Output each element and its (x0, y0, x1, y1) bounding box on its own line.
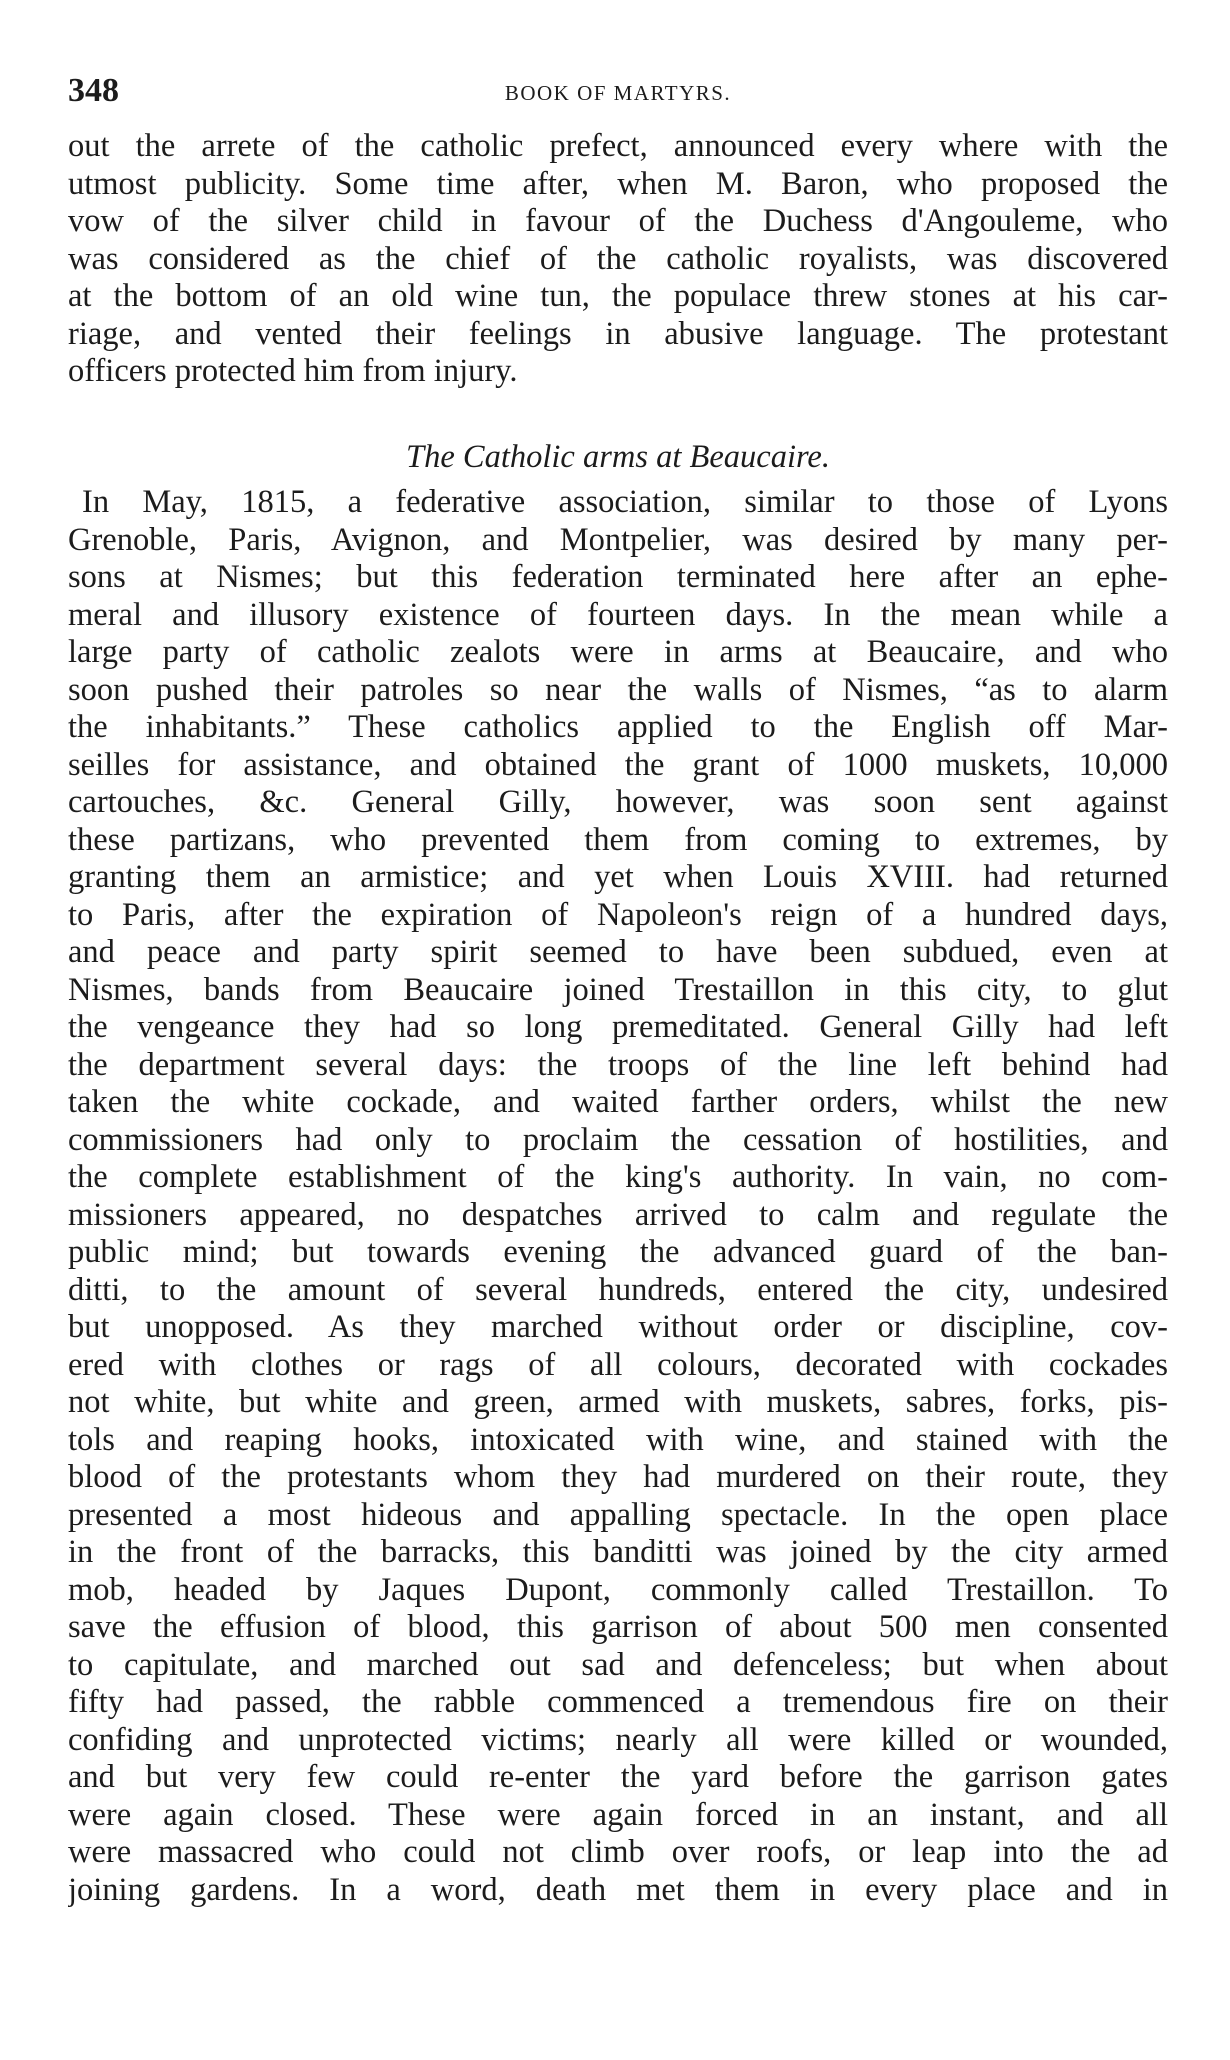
text-line: fifty had passed, the rabble commenced a tremendous fire on their (68, 1684, 1168, 1720)
text-line: mob, headed by Jaques Dupont, commonly called Trestaillon. To (68, 1571, 1168, 1608)
text-line: at the bottom of an old wine tun, the populace threw stones at his car- (68, 278, 1168, 314)
text-line: soon pushed their patroles so near the walls of Nismes, “as to alarm (68, 671, 1168, 708)
text-line: large party of catholic zealots were in arms at Beaucaire, and who (68, 634, 1168, 670)
text-line: taken the white cockade, and waited farther orders, whilst the new (68, 1084, 1168, 1120)
text-line: in the front of the barracks, this banditti was joined by the city armed (68, 1534, 1168, 1570)
text-line: and but very few could re-enter the yard before the garrison gates (68, 1759, 1168, 1795)
text-line: utmost publicity. Some time after, when M. Baron, who proposed the (68, 165, 1168, 202)
text-line: riage, and vented their feelings in abusive language. The protestant (68, 315, 1168, 352)
page-header (68, 72, 1168, 112)
text-line: ered with clothes or rags of all colours, decorated with cockades (68, 1346, 1168, 1383)
text-line: presented a most hideous and appalling spectacle. In the open place (68, 1496, 1168, 1533)
text-line: and peace and party spirit seemed to have been subdued, even at (68, 934, 1168, 970)
text-line: these partizans, who prevented them from coming to extremes, by (68, 821, 1168, 858)
text-line: were massacred who could not climb over roofs, or leap into the ad (68, 1834, 1168, 1870)
text-line: the department several days: the troops of the line left behind had (68, 1046, 1168, 1083)
text-line: ditti, to the amount of several hundreds, entered the city, undesired (68, 1271, 1168, 1308)
text-line: the complete establishment of the king's authority. In vain, no com- (68, 1159, 1168, 1195)
text-line: not white, but white and green, armed with muskets, sabres, forks, pis- (68, 1384, 1168, 1420)
text-line: public mind; but towards evening the advanced guard of the ban- (68, 1234, 1168, 1270)
text-line: missioners appeared, no despatches arrived to calm and regulate the (68, 1196, 1168, 1233)
text-line: cartouches, &c. General Gilly, however, was soon sent against (68, 784, 1168, 820)
text-line: the inhabitants.” These catholics applied to the English off Mar- (68, 709, 1168, 745)
text-line: vow of the silver child in favour of the Duchess d'Angouleme, who (68, 203, 1168, 239)
text-line: to capitulate, and marched out sad and defenceless; but when about (68, 1646, 1168, 1683)
text-line: seilles for assistance, and obtained the grant of 1000 muskets, 10,000 (68, 746, 1168, 783)
text-line: sons at Nismes; but this federation terminated here after an ephe- (68, 559, 1168, 595)
running-head: BOOK OF MARTYRS. (504, 81, 732, 105)
paragraph-1 (68, 128, 1168, 391)
text-line: were again closed. These were again forced in an instant, and all (68, 1796, 1168, 1833)
text-line: the vengeance they had so long premeditated. General Gilly had left (68, 1009, 1168, 1045)
section-heading: The Catholic arms at Beaucaire. (406, 439, 830, 475)
text-line: meral and illusory existence of fourteen days. In the mean while a (68, 596, 1168, 633)
text-line: Nismes, bands from Beaucaire joined Trestaillon in this city, to glut (68, 971, 1168, 1008)
text-line: granting them an armistice; and yet when Louis XVIII. had returned (68, 859, 1168, 895)
text-line: In May, 1815, a federative association, similar to those of Lyons (82, 484, 1168, 520)
text-line: commissioners had only to proclaim the cessation of hostilities, and (68, 1121, 1168, 1158)
text-line: out the arrete of the catholic prefect, announced every where with the (68, 128, 1168, 164)
text-line: save the effusion of blood, this garrison of about 500 men consented (68, 1609, 1168, 1645)
text-line: but unopposed. As they marched without order or discipline, cov- (68, 1309, 1168, 1345)
paragraph-2 (68, 484, 1168, 1909)
text-line: blood of the protestants whom they had murdered on their route, they (68, 1459, 1168, 1495)
text-line: to Paris, after the expiration of Napoleon's reign of a hundred days, (68, 896, 1168, 933)
page-number: 348 (68, 72, 119, 109)
text-line: joining gardens. In a word, death met them in every place and in (68, 1871, 1168, 1908)
text-line: tols and reaping hooks, intoxicated with wine, and stained with the (68, 1421, 1168, 1458)
text-line: officers protected him from injury. (68, 353, 518, 389)
text-line: confiding and unprotected victims; nearly all were killed or wounded, (68, 1721, 1168, 1758)
text-line: Grenoble, Paris, Avignon, and Montpelier, was desired by many per- (68, 521, 1168, 558)
text-line: was considered as the chief of the catholic royalists, was discovered (68, 240, 1168, 277)
